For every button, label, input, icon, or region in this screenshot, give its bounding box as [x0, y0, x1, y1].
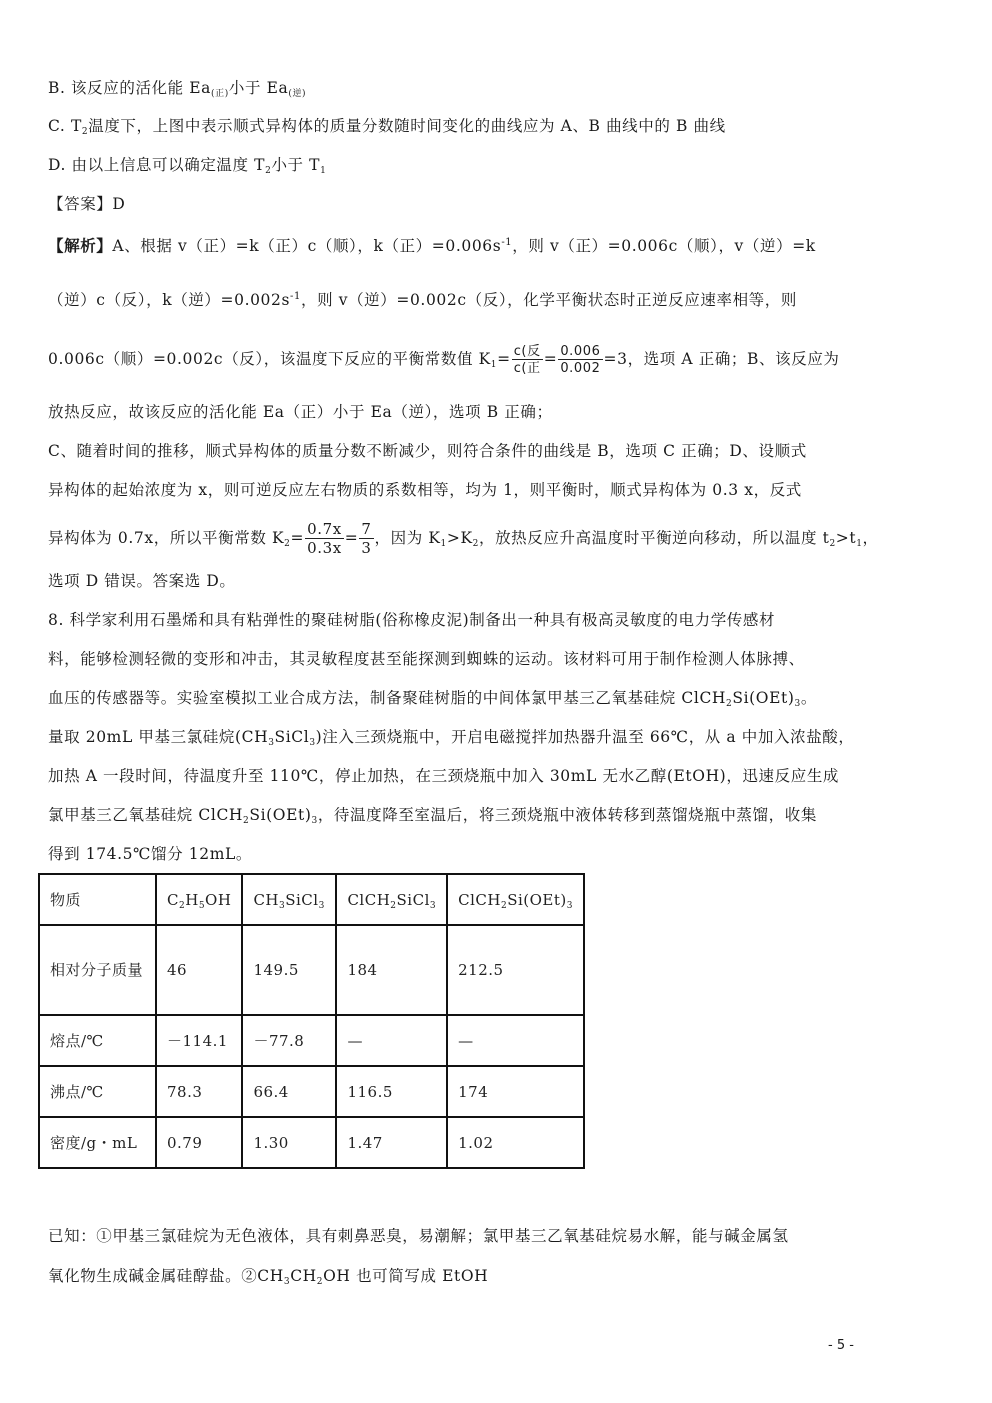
- analysis-line-6: 异构体的起始浓度为 x，则可逆反应左右物质的系数相等，均为 1，则平衡时，顺式异构体为 0.3 x，反式: [48, 481, 802, 499]
- fraction-concentration: [512, 345, 543, 375]
- question-8-line-3: [48, 688, 817, 708]
- subscript: 3: [268, 738, 275, 748]
- known-text: CH: [290, 1267, 317, 1285]
- question-text: 血压的传感器等。实验室模拟工业合成方法，制备聚硅树脂的中间体氯甲基三乙氧基硅烷 ClCH: [48, 689, 727, 707]
- option-b-text: 小于 Ea: [228, 79, 289, 97]
- analysis-text: ，则 v（逆）=0.002c（反），化学平衡状态时正逆反应速率相等，则: [301, 291, 797, 309]
- subscript: 2: [265, 166, 272, 176]
- analysis-line-5: C、随着时间的推移，顺式异构体的质量分数不断减少，则符合条件的曲线是 B，选项 C 正确；D、设顺式: [48, 442, 807, 460]
- analysis-text: >K: [446, 529, 473, 547]
- analysis-line-7: 异构体为 0.7x，所以平衡常数 $K_2=$ $\frac{0.7x}{0.3x}$ = $\frac{7}{3}$ ，因为 $K_1>K_2$，放热反应升高温度时平衡逆向移动，所以温度 $t_2>t_1$，: [48, 520, 879, 557]
- question-8-line-4: [48, 727, 855, 747]
- table-cell: 174: [447, 1066, 584, 1117]
- table-cell: —: [336, 1015, 447, 1066]
- table-cell: 1.02: [447, 1117, 584, 1168]
- subscript: 1: [490, 360, 498, 370]
- table-row: [39, 1015, 584, 1066]
- fraction-numerator: 0.7x: [307, 520, 342, 538]
- analysis-line-3: [48, 345, 840, 375]
- table-header-cell: [156, 874, 242, 925]
- subscript: 2: [178, 900, 186, 911]
- page-number: - 5 -: [828, 1338, 854, 1353]
- formula-part: ClCH: [458, 890, 501, 909]
- subscript: 3: [283, 1277, 291, 1287]
- analysis-text: =3，选项 A 正确；B、该反应为: [603, 350, 840, 368]
- analysis-line-8: 选项 D 错误。答案选 D。: [48, 572, 236, 590]
- known-text: 氧化物生成碱金属硅醇盐。②CH: [48, 1267, 284, 1285]
- fraction-denominator: 0.3x: [307, 539, 342, 557]
- subscript: (逆): [288, 89, 307, 99]
- question-text: SiCl: [274, 728, 310, 746]
- question-8-line-6: [48, 805, 817, 825]
- formula-part: ClCH: [347, 890, 391, 909]
- analysis-text: 异构体为 0.7x，所以平衡常数 K: [48, 529, 285, 547]
- fraction-numerator: c(反: [513, 344, 541, 359]
- answer-label: 【答案】: [48, 195, 113, 213]
- option-b: [48, 78, 306, 98]
- table-row: [39, 925, 584, 1015]
- subscript: 3: [318, 900, 325, 911]
- formula-part: CH: [253, 890, 279, 909]
- formula-part: SiCl: [285, 890, 319, 909]
- option-c-text: 温度下，上图中表示顺式异构体的质量分数随时间变化的曲线应为 A、B 曲线中的 B 曲线: [88, 117, 726, 135]
- analysis-line-1: [48, 236, 816, 256]
- table-cell: 149.5: [242, 925, 336, 1015]
- table-header-cell: [336, 874, 447, 925]
- subscript: 1: [320, 166, 327, 176]
- analysis-line-4: 放热反应，故该反应的活化能 Ea（正）小于 Ea（逆），选项 B 正确；: [48, 403, 553, 421]
- option-b-text: B. 该反应的活化能 Ea: [48, 79, 212, 97]
- analysis-text: ，则 v（正）=0.006c（顺），v（逆）=k: [512, 237, 816, 255]
- table-cell: 116.5: [336, 1066, 447, 1117]
- fraction-denominator: c(正: [513, 361, 541, 376]
- row-label: 沸点/℃: [39, 1066, 156, 1117]
- superscript: -1: [501, 237, 513, 248]
- subscript: 2: [500, 900, 508, 911]
- formula-part: OH: [205, 890, 232, 909]
- table-header-cell: [447, 874, 584, 925]
- subscript: 3: [794, 699, 801, 709]
- option-d-text: D. 由以上信息可以确定温度 T: [48, 156, 266, 174]
- question-8-line-5: 加热 A 一段时间，待温度升至 110℃，停止加热，在三颈烧瓶中加入 30mL 无水乙醇(EtOH)，迅速反应生成: [48, 767, 840, 785]
- analysis-text: 0.006c（顺）=0.002c（反），该温度下反应的平衡常数值 K: [48, 350, 491, 368]
- fraction-numerator: 0.006: [560, 344, 601, 359]
- table-row: [39, 1117, 584, 1168]
- formula-part: H: [185, 890, 199, 909]
- option-c-text: C. T: [48, 117, 82, 135]
- option-c: [48, 116, 726, 136]
- known-line-2: [48, 1266, 488, 1286]
- equals-sign: =: [497, 350, 511, 368]
- table-cell: 78.3: [156, 1066, 242, 1117]
- known-line-1: 已知：①甲基三氯硅烷为无色液体，具有刺鼻恶臭，易潮解；氯甲基三乙氧基硅烷易水解，能与碱金属氢: [48, 1227, 789, 1245]
- formula-part: SiCl: [396, 890, 430, 909]
- table-header-cell: [242, 874, 336, 925]
- table-cell: 66.4: [242, 1066, 336, 1117]
- question-text: 氯甲基三乙氧基硅烷 ClCH: [48, 806, 244, 824]
- option-d: [48, 155, 326, 175]
- subscript: 2: [284, 539, 291, 549]
- subscript: 2: [81, 127, 89, 137]
- analysis-text: ，因为 K: [374, 529, 441, 547]
- answer-line: [48, 194, 125, 214]
- subscript: 2: [390, 900, 397, 911]
- table-cell: 46: [156, 925, 242, 1015]
- subscript: 5: [198, 900, 206, 911]
- subscript: 2: [726, 699, 733, 709]
- option-d-text: 小于 T: [271, 156, 321, 174]
- question-text: 量取 20mL 甲基三氯硅烷(CH: [48, 728, 269, 746]
- table-cell: 184: [336, 925, 447, 1015]
- question-text: )注入三颈烧瓶中，开启电磁搅拌加热器升温至 66℃，从 a 中加入浓盐酸，: [315, 728, 855, 746]
- table-header-label: 物质: [39, 874, 156, 925]
- subscript: 2: [472, 539, 479, 549]
- question-text: Si(OEt): [249, 806, 312, 824]
- subscript: 2: [316, 1277, 324, 1287]
- analysis-text: ，: [862, 529, 879, 547]
- subscript: 3: [309, 738, 316, 748]
- formula-part: C: [167, 890, 179, 909]
- subscript: 1: [440, 539, 447, 549]
- subscript: 2: [829, 539, 836, 549]
- subscript: 1: [856, 539, 863, 549]
- row-label: 相对分子质量: [39, 925, 156, 1015]
- substance-properties-table: [38, 873, 585, 1169]
- known-text: OH 也可简写成 EtOH: [323, 1267, 489, 1285]
- analysis-text: A、根据 v（正）=k（正）c（顺），k（正）=0.006s: [112, 237, 502, 255]
- analysis-text: >t: [835, 529, 857, 547]
- question-text: Si(OEt): [732, 689, 795, 707]
- fraction-denominator: 3: [361, 539, 372, 557]
- question-text: 。: [800, 689, 817, 707]
- fraction-rate-constants: [558, 345, 602, 375]
- table-cell: 1.30: [242, 1117, 336, 1168]
- question-8-line-1: 8. 科学家利用石墨烯和具有粘弹性的聚硅树脂(俗称橡皮泥)制备出一种具有极高灵敏度的电力学传感材: [48, 611, 776, 629]
- fraction-result: [359, 522, 373, 556]
- formula-part: Si(OEt): [507, 890, 567, 909]
- equals-sign: =: [543, 350, 558, 368]
- subscript: 3: [429, 900, 437, 911]
- table-cell: －114.1: [156, 1015, 242, 1066]
- subscript: 3: [311, 816, 318, 826]
- table-cell: 1.47: [336, 1117, 447, 1168]
- table-header-row: [39, 874, 584, 925]
- analysis-text: （逆）c（反），k（逆）=0.002s: [48, 291, 291, 309]
- subscript: 3: [566, 900, 573, 911]
- table-cell: －77.8: [242, 1015, 336, 1066]
- table-cell: 0.79: [156, 1117, 242, 1168]
- subscript: 2: [243, 816, 250, 826]
- fraction-denominator: 0.002: [560, 361, 601, 376]
- table-cell: —: [447, 1015, 584, 1066]
- subscript: (正): [211, 89, 229, 99]
- question-8-line-2: 料，能够检测轻微的变形和冲击，其灵敏程度甚至能探测到蜘蛛的运动。该材料可用于制作检测人体脉搏、: [48, 650, 805, 668]
- fraction-equilibrium: [305, 522, 344, 556]
- superscript: -1: [290, 291, 301, 302]
- table-row: [39, 1066, 584, 1117]
- row-label: 熔点/℃: [39, 1015, 156, 1066]
- analysis-line-2: [48, 290, 797, 310]
- answer-value: D: [112, 195, 126, 213]
- question-8-line-7: 得到 174.5℃馏分 12mL。: [48, 845, 252, 863]
- fraction-numerator: 7: [361, 520, 372, 538]
- question-text: ，待温度降至室温后，将三颈烧瓶中液体转移到蒸馏烧瓶中蒸馏，收集: [317, 806, 817, 824]
- row-label: 密度/g・mL: [39, 1117, 156, 1168]
- analysis-text: ，放热反应升高温度时平衡逆向移动，所以温度 t: [478, 529, 830, 547]
- table-cell: 212.5: [447, 925, 584, 1015]
- subscript: 3: [279, 900, 286, 911]
- analysis-label: 【解析】: [48, 237, 113, 255]
